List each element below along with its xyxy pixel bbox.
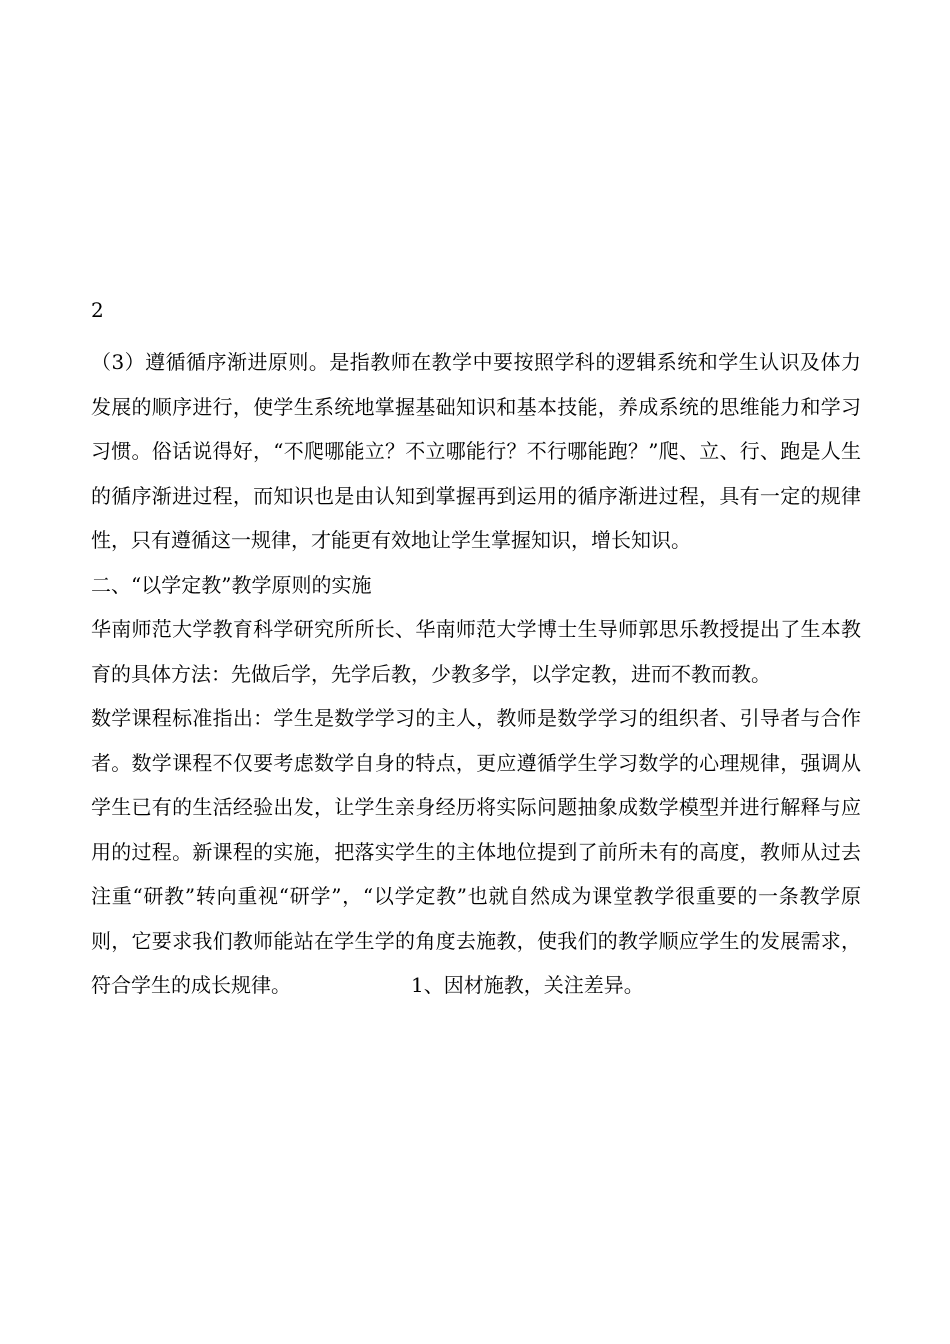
document-body: [91, 340, 861, 1008]
paragraph-gradual-principle: （3）遵循循序渐进原则。是指教师在教学中要按照学科的逻辑系统和学生认识及体力发展的顺序进行，使学生系统地掌握基础知识和基本技能，养成系统的思维能力和学习习惯。俗话说得好，“不爬哪能立？不立哪能行？不行哪能跑？”爬、立、行、跑是人生的循序渐进过程，而知识也是由认知到掌握再到运用的循序渐进过程，具有一定的规律性，只有遵循这一规律，才能更有效地让学生掌握知识，增长知识。: [91, 350, 861, 552]
curriculum-standard-text: 数学课程标准指出：学生是数学学习的主人，教师是数学学习的组织者、引导者与合作者。数学课程不仅要考虑数学自身的特点，更应遵循学生学习数学的心理规律，强调从学生已有的生活经验出发，让学生亲身经历将实际问题抽象成数学模型并进行解释与应用的过程。新课程的实施，把落实学生的主体地位提到了前所未有的高度，教师从过去注重“研教”转向重视“研学”，“以学定教”也就自然成为课堂教学很重要的一条教学原则，它要求我们教师能站在学生学的角度去施教，使我们的教学顺应学生的发展需求，符合学生的成长规律。: [91, 706, 861, 997]
paragraph-curriculum-standard: [91, 696, 861, 1008]
subheading-teaching-by-aptitude: 1、因材施教，关注差异。: [411, 973, 644, 997]
paragraph-guo-sile-method: 华南师范大学教育科学研究所所长、华南师范大学博士生导师郭思乐教授提出了生本教育的具体方法：先做后学，先学后教，少教多学，以学定教，进而不教而教。: [91, 617, 861, 686]
section-heading-implementation: 二、“以学定教”教学原则的实施: [91, 572, 372, 597]
page-number: 2: [91, 298, 104, 322]
